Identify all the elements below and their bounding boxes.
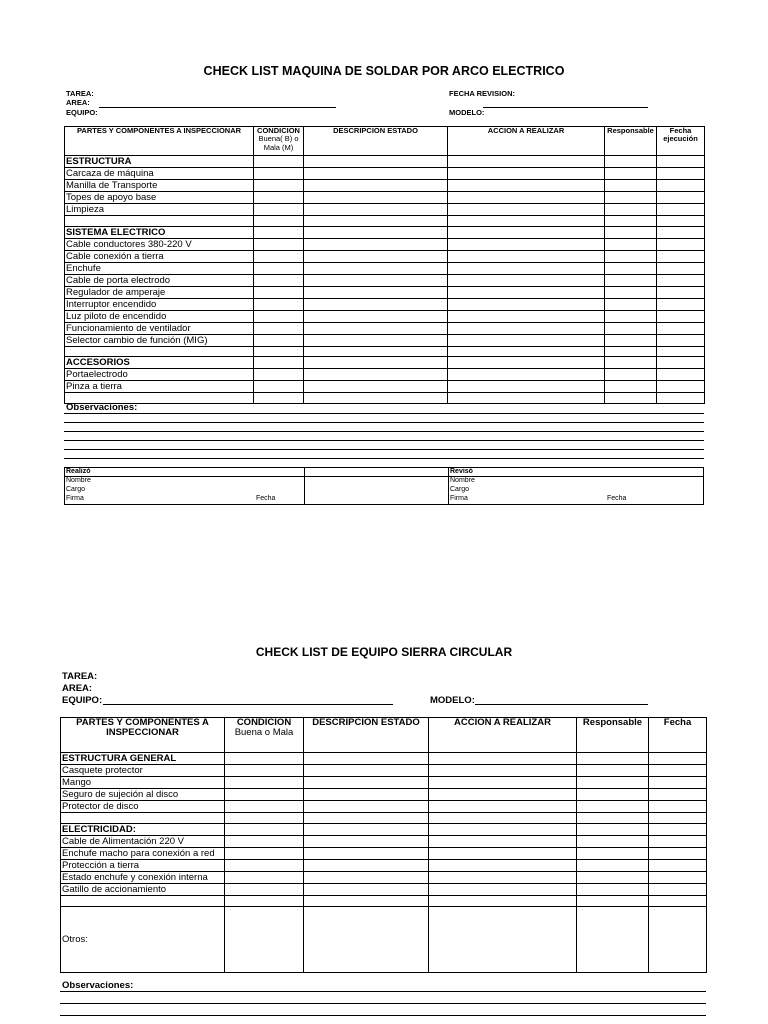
entry-cell[interactable] — [649, 824, 707, 836]
entry-cell[interactable] — [577, 813, 649, 824]
form1-realizo-firma[interactable]: Firma — [66, 495, 84, 502]
entry-cell[interactable] — [304, 907, 429, 973]
entry-cell[interactable] — [225, 836, 304, 848]
entry-cell[interactable] — [429, 884, 577, 896]
entry-cell[interactable] — [429, 753, 577, 765]
entry-cell[interactable] — [605, 322, 657, 334]
entry-cell[interactable] — [448, 298, 605, 310]
entry-cell[interactable] — [254, 216, 304, 227]
entry-cell[interactable] — [304, 168, 448, 180]
form2-equipo-field[interactable] — [103, 704, 393, 705]
entry-cell[interactable] — [448, 192, 605, 204]
entry-cell[interactable] — [225, 848, 304, 860]
entry-cell[interactable] — [429, 872, 577, 884]
entry-cell[interactable] — [225, 860, 304, 872]
entry-cell[interactable] — [254, 226, 304, 238]
entry-cell[interactable] — [304, 357, 448, 369]
form2-modelo-label: MODELO: — [430, 695, 475, 706]
entry-cell[interactable] — [304, 884, 429, 896]
form1-area-label: AREA: — [66, 98, 90, 107]
entry-cell[interactable] — [254, 357, 304, 369]
checklist-item: Casquete protector — [61, 765, 225, 777]
entry-cell[interactable] — [304, 322, 448, 334]
form2-header-partes: PARTES Y COMPONENTES A INSPECCIONAR — [61, 718, 225, 753]
form1-modelo-label: MODELO: — [449, 108, 485, 117]
checklist-item: Protector de disco — [61, 801, 225, 813]
entry-cell[interactable] — [649, 836, 707, 848]
form1-modelo-field[interactable] — [483, 107, 648, 108]
form2-header-condicion: CONDICION Buena o Mala — [225, 718, 304, 753]
form1-fecha-revision-label: FECHA REVISION: — [449, 89, 515, 98]
checklist-item: Interruptor encendido — [65, 298, 254, 310]
entry-cell[interactable] — [448, 274, 605, 286]
entry-cell[interactable] — [448, 393, 605, 404]
checklist-item: Enchufe macho para conexión a red — [61, 848, 225, 860]
entry-cell[interactable] — [448, 346, 605, 357]
entry-cell[interactable] — [448, 322, 605, 334]
entry-cell[interactable] — [657, 226, 705, 238]
entry-cell[interactable] — [657, 298, 705, 310]
entry-cell[interactable] — [304, 310, 448, 322]
entry-cell[interactable] — [649, 813, 707, 824]
form1-realizo-fecha[interactable]: Fecha — [256, 495, 276, 502]
blank-row — [65, 346, 254, 357]
entry-cell[interactable] — [649, 777, 707, 789]
entry-cell[interactable] — [304, 262, 448, 274]
entry-cell[interactable] — [657, 310, 705, 322]
entry-cell[interactable] — [304, 393, 448, 404]
entry-cell[interactable] — [304, 226, 448, 238]
entry-cell[interactable] — [304, 777, 429, 789]
checklist-item: Luz piloto de encendido — [65, 310, 254, 322]
checklist-item: Pinza a tierra — [65, 381, 254, 393]
checklist-item: Funcionamiento de ventilador — [65, 322, 254, 334]
entry-cell[interactable] — [605, 334, 657, 346]
section-heading: ESTRUCTURA — [65, 156, 254, 168]
entry-cell[interactable] — [577, 801, 649, 813]
entry-cell[interactable] — [657, 346, 705, 357]
entry-cell[interactable] — [448, 204, 605, 216]
entry-cell[interactable] — [254, 156, 304, 168]
form1-header-fecha: Fecha ejecución — [657, 127, 705, 156]
entry-cell[interactable] — [304, 836, 429, 848]
entry-cell[interactable] — [577, 848, 649, 860]
entry-cell[interactable] — [304, 346, 448, 357]
entry-cell[interactable] — [657, 286, 705, 298]
section-heading: SISTEMA ELECTRICO — [65, 226, 254, 238]
entry-cell[interactable] — [254, 298, 304, 310]
checklist-item: Cable de porta electrodo — [65, 274, 254, 286]
form1-title: CHECK LIST MAQUINA DE SOLDAR POR ARCO ELECTRICO — [203, 64, 565, 78]
entry-cell[interactable] — [304, 765, 429, 777]
entry-cell[interactable] — [577, 884, 649, 896]
entry-cell[interactable] — [225, 896, 304, 907]
form2-observaciones-label: Observaciones: — [62, 980, 134, 991]
entry-cell[interactable] — [448, 262, 605, 274]
checklist-item: Cable conductores 380-220 V — [65, 238, 254, 250]
entry-cell[interactable] — [304, 192, 448, 204]
checklist-item: Cable conexión a tierra — [65, 250, 254, 262]
entry-cell[interactable] — [429, 860, 577, 872]
entry-cell[interactable] — [448, 286, 605, 298]
checklist-item: Mango — [61, 777, 225, 789]
form1-observaciones-line[interactable] — [64, 458, 704, 459]
entry-cell[interactable] — [605, 192, 657, 204]
entry-cell[interactable] — [649, 907, 707, 973]
form1-equipo-label: EQUIPO: — [66, 108, 98, 117]
otros-label: Otros: — [61, 907, 225, 973]
entry-cell[interactable] — [254, 262, 304, 274]
form1-realizo-nombre[interactable]: Nombre — [66, 477, 91, 484]
checklist-item: Gatillo de accionamiento — [61, 884, 225, 896]
checklist-item: Protección a tierra — [61, 860, 225, 872]
form2-tarea-label: TAREA: — [62, 671, 98, 682]
entry-cell[interactable] — [429, 836, 577, 848]
entry-cell[interactable] — [304, 824, 429, 836]
form1-header-descripcion: DESCRIPCION ESTADO — [304, 127, 448, 156]
entry-cell[interactable] — [448, 168, 605, 180]
entry-cell[interactable] — [304, 753, 429, 765]
checklist-item: Regulador de amperaje — [65, 286, 254, 298]
entry-cell[interactable] — [448, 156, 605, 168]
entry-cell[interactable] — [605, 274, 657, 286]
entry-cell[interactable] — [448, 369, 605, 381]
blank-row — [65, 216, 254, 227]
entry-cell[interactable] — [605, 393, 657, 404]
entry-cell[interactable] — [605, 298, 657, 310]
entry-cell[interactable] — [605, 369, 657, 381]
entry-cell[interactable] — [657, 393, 705, 404]
form2-observaciones-line[interactable] — [60, 1003, 706, 1004]
form1-header-condicion: CONDICION Buena( B) o Mala (M) — [254, 127, 304, 156]
entry-cell[interactable] — [304, 860, 429, 872]
entry-cell[interactable] — [254, 238, 304, 250]
entry-cell[interactable] — [657, 334, 705, 346]
checklist-item: Selector cambio de función (MIG) — [65, 334, 254, 346]
entry-cell[interactable] — [649, 872, 707, 884]
checklist-item: Cable de Alimentación 220 V — [61, 836, 225, 848]
entry-cell[interactable] — [649, 765, 707, 777]
entry-cell[interactable] — [304, 180, 448, 192]
entry-cell[interactable] — [225, 907, 304, 973]
form2-area-label: AREA: — [62, 683, 93, 694]
checklist-item: Manilla de Transporte — [65, 180, 254, 192]
checklist-item: Estado enchufe y conexión interna — [61, 872, 225, 884]
section-heading: ELECTRICIDAD: — [61, 824, 225, 836]
entry-cell[interactable] — [254, 381, 304, 393]
entry-cell[interactable] — [225, 777, 304, 789]
form1-header-partes: PARTES Y COMPONENTES A INSPECCIONAR — [65, 127, 254, 156]
entry-cell[interactable] — [577, 753, 649, 765]
entry-cell[interactable] — [304, 334, 448, 346]
entry-cell[interactable] — [657, 192, 705, 204]
form2-header-descripcion: DESCRIPCION ESTADO — [304, 718, 429, 753]
form1-observaciones-line[interactable] — [64, 422, 704, 423]
entry-cell[interactable] — [304, 250, 448, 262]
entry-cell[interactable] — [429, 907, 577, 973]
form1-reviso-label: Revisó — [450, 468, 473, 475]
blank-row — [61, 813, 225, 824]
entry-cell[interactable] — [304, 813, 429, 824]
entry-cell[interactable] — [649, 801, 707, 813]
entry-cell[interactable] — [605, 286, 657, 298]
form1-header-responsable: Responsable — [605, 127, 657, 156]
entry-cell[interactable] — [304, 801, 429, 813]
entry-cell[interactable] — [254, 286, 304, 298]
entry-cell[interactable] — [254, 192, 304, 204]
entry-cell[interactable] — [577, 824, 649, 836]
section-heading: ACCESORIOS — [65, 357, 254, 369]
form1-realizo-cargo[interactable]: Cargo — [66, 486, 86, 493]
entry-cell[interactable] — [304, 848, 429, 860]
entry-cell[interactable] — [657, 216, 705, 227]
form1-observaciones-line[interactable] — [64, 431, 704, 432]
entry-cell[interactable] — [254, 322, 304, 334]
entry-cell[interactable] — [605, 168, 657, 180]
entry-cell[interactable] — [657, 250, 705, 262]
entry-cell[interactable] — [254, 393, 304, 404]
form1-observaciones-label: Observaciones: — [66, 402, 138, 413]
entry-cell[interactable] — [304, 381, 448, 393]
entry-cell[interactable] — [577, 765, 649, 777]
entry-cell[interactable] — [605, 204, 657, 216]
entry-cell[interactable] — [657, 168, 705, 180]
entry-cell[interactable] — [448, 250, 605, 262]
entry-cell[interactable] — [304, 274, 448, 286]
entry-cell[interactable] — [225, 872, 304, 884]
entry-cell[interactable] — [605, 226, 657, 238]
entry-cell[interactable] — [448, 216, 605, 227]
entry-cell[interactable] — [254, 369, 304, 381]
form1-header-accion: ACCION A REALIZAR — [448, 127, 605, 156]
entry-cell[interactable] — [225, 765, 304, 777]
entry-cell[interactable] — [304, 238, 448, 250]
entry-cell[interactable] — [225, 801, 304, 813]
checklist-item: Seguro de sujeción al disco — [61, 789, 225, 801]
entry-cell[interactable] — [448, 334, 605, 346]
entry-cell[interactable] — [429, 824, 577, 836]
entry-cell[interactable] — [225, 824, 304, 836]
entry-cell[interactable] — [577, 896, 649, 907]
entry-cell[interactable] — [605, 216, 657, 227]
entry-cell[interactable] — [577, 860, 649, 872]
entry-cell[interactable] — [304, 872, 429, 884]
entry-cell[interactable] — [225, 813, 304, 824]
form1-signature-block — [64, 467, 704, 505]
entry-cell[interactable] — [304, 789, 429, 801]
entry-cell[interactable] — [448, 238, 605, 250]
entry-cell[interactable] — [605, 180, 657, 192]
entry-cell[interactable] — [577, 907, 649, 973]
entry-cell[interactable] — [225, 753, 304, 765]
entry-cell[interactable] — [448, 381, 605, 393]
entry-cell[interactable] — [225, 884, 304, 896]
entry-cell[interactable] — [577, 872, 649, 884]
entry-cell[interactable] — [448, 226, 605, 238]
entry-cell[interactable] — [605, 381, 657, 393]
entry-cell[interactable] — [605, 156, 657, 168]
checklist-item: Portaelectrodo — [65, 369, 254, 381]
entry-cell[interactable] — [657, 369, 705, 381]
entry-cell[interactable] — [657, 357, 705, 369]
blank-row — [61, 896, 225, 907]
form1-reviso-cargo[interactable]: Cargo — [450, 486, 470, 493]
entry-cell[interactable] — [448, 357, 605, 369]
form1-observaciones-line[interactable] — [64, 449, 704, 450]
entry-cell[interactable] — [657, 156, 705, 168]
entry-cell[interactable] — [254, 334, 304, 346]
entry-cell[interactable] — [254, 274, 304, 286]
form1-reviso-fecha[interactable]: Fecha — [607, 495, 627, 502]
form2-header-accion: ACCION A REALIZAR — [429, 718, 577, 753]
entry-cell[interactable] — [577, 777, 649, 789]
entry-cell[interactable] — [304, 156, 448, 168]
form2-equipo-label: EQUIPO: — [62, 695, 103, 706]
entry-cell[interactable] — [254, 204, 304, 216]
entry-cell[interactable] — [605, 238, 657, 250]
entry-cell[interactable] — [657, 381, 705, 393]
form2-observaciones-line[interactable] — [60, 1015, 706, 1016]
entry-cell[interactable] — [577, 836, 649, 848]
entry-cell[interactable] — [605, 310, 657, 322]
form1-checklist-table — [64, 126, 705, 404]
entry-cell[interactable] — [225, 789, 304, 801]
checklist-item: Limpieza — [65, 204, 254, 216]
entry-cell[interactable] — [429, 789, 577, 801]
form1-observaciones-line[interactable] — [64, 440, 704, 441]
entry-cell[interactable] — [254, 346, 304, 357]
entry-cell[interactable] — [657, 204, 705, 216]
entry-cell[interactable] — [448, 310, 605, 322]
checklist-item: Carcaza de máquina — [65, 168, 254, 180]
entry-cell[interactable] — [254, 250, 304, 262]
form2-title: CHECK LIST DE EQUIPO SIERRA CIRCULAR — [255, 645, 513, 659]
entry-cell[interactable] — [429, 765, 577, 777]
entry-cell[interactable] — [657, 274, 705, 286]
entry-cell[interactable] — [304, 204, 448, 216]
form2-observaciones-line[interactable] — [60, 991, 706, 992]
form2-header-responsable: Responsable — [577, 718, 649, 753]
entry-cell[interactable] — [304, 286, 448, 298]
entry-cell[interactable] — [429, 813, 577, 824]
entry-cell[interactable] — [304, 298, 448, 310]
entry-cell[interactable] — [657, 322, 705, 334]
form1-observaciones-line[interactable] — [64, 413, 704, 414]
form2-checklist-table — [60, 717, 707, 973]
form1-equipo-field[interactable] — [99, 107, 336, 108]
entry-cell[interactable] — [448, 180, 605, 192]
entry-cell[interactable] — [254, 310, 304, 322]
entry-cell[interactable] — [304, 896, 429, 907]
entry-cell[interactable] — [605, 262, 657, 274]
section-heading: ESTRUCTURA GENERAL — [61, 753, 225, 765]
entry-cell[interactable] — [254, 168, 304, 180]
entry-cell[interactable] — [304, 216, 448, 227]
entry-cell[interactable] — [577, 789, 649, 801]
entry-cell[interactable] — [649, 789, 707, 801]
entry-cell[interactable] — [605, 346, 657, 357]
entry-cell[interactable] — [657, 262, 705, 274]
form2-header-fecha: Fecha — [649, 718, 707, 753]
entry-cell[interactable] — [649, 753, 707, 765]
entry-cell[interactable] — [429, 777, 577, 789]
entry-cell[interactable] — [429, 801, 577, 813]
checklist-item: Enchufe — [65, 262, 254, 274]
checklist-item: Topes de apoyo base — [65, 192, 254, 204]
form1-tarea-label: TAREA: — [66, 89, 94, 98]
entry-cell[interactable] — [649, 884, 707, 896]
entry-cell[interactable] — [254, 180, 304, 192]
form1-reviso-nombre[interactable]: Nombre — [450, 477, 475, 484]
entry-cell[interactable] — [649, 848, 707, 860]
entry-cell[interactable] — [304, 369, 448, 381]
entry-cell[interactable] — [605, 250, 657, 262]
entry-cell[interactable] — [605, 357, 657, 369]
form2-modelo-field[interactable] — [475, 704, 648, 705]
entry-cell[interactable] — [429, 896, 577, 907]
entry-cell[interactable] — [649, 896, 707, 907]
entry-cell[interactable] — [429, 848, 577, 860]
entry-cell[interactable] — [657, 180, 705, 192]
form1-reviso-firma[interactable]: Firma — [450, 495, 468, 502]
entry-cell[interactable] — [657, 238, 705, 250]
entry-cell[interactable] — [649, 860, 707, 872]
form1-realizo-label: Realizó — [66, 468, 91, 475]
